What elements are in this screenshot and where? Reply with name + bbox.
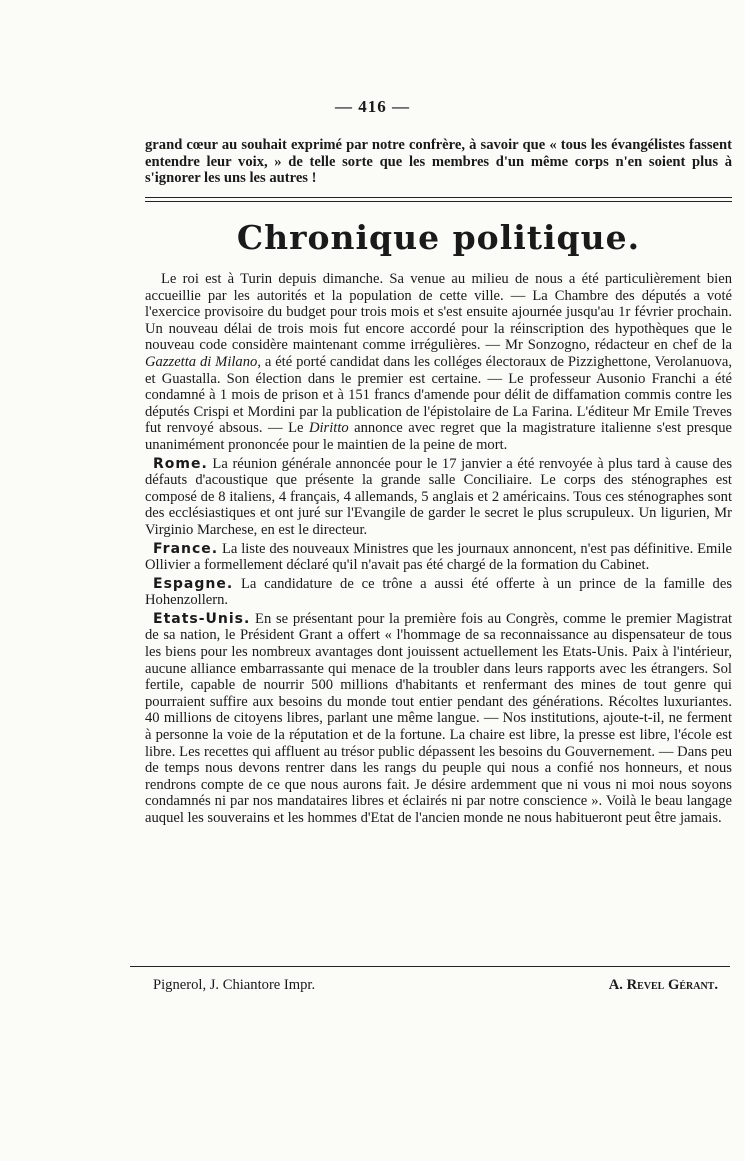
- etats-unis-paragraph: [145, 611, 732, 827]
- espagne-label: Espagne.: [153, 575, 234, 592]
- double-rule-bottom-line: [145, 201, 732, 202]
- newspaper-title-diritto: Diritto: [308, 420, 349, 437]
- double-rule-top: [145, 197, 732, 198]
- section-heading: Chronique politique.: [236, 218, 641, 257]
- footer-rule: [130, 966, 730, 967]
- rome-text: La réunion générale annoncée pour le 17 janvier a été renvoyée à plus tard à cause des défauts d'acoustique que présente la grande salle Conciliaire. Le corps des sténographes est composé de 8 italiens, 4 français, 4 allemands, 5 anglais et 2 américains. Tous ces sténographes sont des ecclésiastiques et ont juré sur l'Evangile de garder le secret le plus scrupuleux. Un ligurien, Mr Virginio Marchese, en est le directeur.: [145, 455, 732, 538]
- imprint-footer: [153, 977, 718, 994]
- france-paragraph: [145, 541, 732, 574]
- france-text: La liste des nouveaux Ministres que les journaux annoncent, n'est pas définitive. Emile Ollivier a formellement déclaré qu'il n'avait pas été chargé de la formation du Cabinet.: [145, 540, 732, 574]
- italy-text-3: annonce avec regret que la magistrature italienne s'est presque unanimément prononcée pour le maintien de la peine de mort.: [145, 420, 732, 453]
- editor-credit: A. Revel Gérant.: [608, 977, 718, 993]
- espagne-text: La candidature de ce trône a aussi été offerte à un prince de la famille des Hohenzollern.: [145, 575, 732, 609]
- espagne-paragraph: [145, 576, 732, 609]
- intro-paragraph: grand cœur au souhait exprimé par notre confrère, à savoir que « tous les évangélistes fassent entendre leur voix, » de telle sorte que les membres d'un même corps n'en soient plus à s'ignorer les uns les autres !: [145, 137, 732, 187]
- newspaper-title-gazzetta: Gazzetta di Milano: [145, 353, 258, 370]
- france-label: France.: [153, 540, 219, 557]
- rome-paragraph: [145, 456, 732, 539]
- chronicle-body: [145, 271, 732, 827]
- etats-unis-label: Etats-Unis.: [153, 610, 251, 627]
- rome-label: Rome.: [153, 455, 208, 472]
- italy-text-2: , a été porté candidat dans les colléges électoraux de Pizzighettone, Verolanuova, et Guastalla. Son élection dans le premier est certaine. — Le professeur Ausonio Franchi a été condamné à 1 mois de prison et à 151 francs d'amende pour délit de diffamation commis contre les députés Crispi et Mordini par la publication de l'épistolaire de La Farina. L'éditeur Mr Emile Treves fut renvoyé absous. — Le: [145, 353, 732, 437]
- italy-paragraph: [145, 271, 732, 454]
- etats-unis-text: En se présentant pour la première fois au Congrès, comme le premier Magistrat de sa nation, le Président Grant a offert « l'hommage de sa reconnaissance au dispensateur de tous les biens pour les nombreux avantages dont jouissent actuellement les Etats-Unis. Paix à l'intérieur, aucune alliance embarrassante qui menace de la troubler dans leurs rapports avec les étrangers. Sol fertile, capable de nourrir 500 millions d'habitants et renfermant des mines de tout genre qui pourraient suffire aux besoins du monde tout entier pendant des générations. Récoltes luxuriantes. 40 millions de citoyens libres, parlant une même langue. — Nos institutions, ajoute-t-il, ne ferment à personne la voie de la réputation et de la fortune. La chaire est libre, la presse est libre, l'école est libre. Les recettes qui affluent au trésor public dépassent les besoins du Gouvernement. — Dans peu de temps nous devons rentrer dans les rangs du peuple qui nous a confié nos honneurs, et nous rendrons compte de ce que nous aurons fait. Je désire ardemment que ni vous ni moi nous soyons condamnés ni par nos mandataires libres et éclairés ni par notre conscience ». Voilà le beau langage auquel les souverains et les hommes d'Etat de l'ancien monde ne nous habitueront peut être jamais.: [145, 610, 732, 826]
- italy-text-1: Le roi est à Turin depuis dimanche. Sa venue au milieu de nous a été particulièrement bien accueillie par les autorités et la population de cette ville. — La Chambre des députés a voté l'exercice provisoire du budget pour trois mois et s'est ensuite ajournée jusqu'au 1r février prochain. Un nouveau délai de trois mois fut encore accordé pour la réinscription des hypothèques que le nouveau code considère maintenant comme irrégulières. — Mr Sonzogno, rédacteur en chef de la: [145, 271, 732, 354]
- page-number: — 416 —: [335, 97, 410, 116]
- printer-credit: Pignerol, J. Chiantore Impr.: [153, 977, 316, 993]
